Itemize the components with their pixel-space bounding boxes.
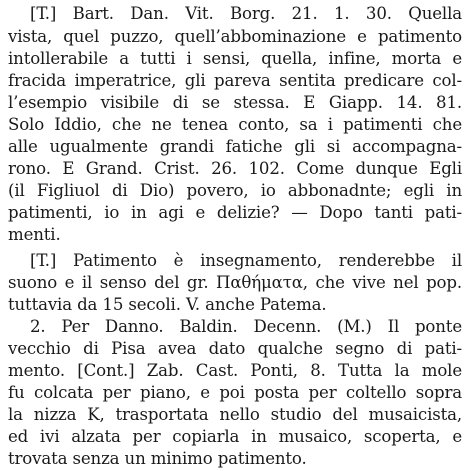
text-line: Solo Iddio, che ne tenea conto, sa i patimenti che — [8, 115, 462, 134]
text-line: l’esempio visibile di se stessa. E Giapp. 14. 81. — [8, 93, 462, 112]
text-line: vista, quel puzzo, quell’abbominazione e patimento — [8, 27, 462, 46]
text-line: menti. — [8, 225, 61, 244]
text-line: [T.] Patimento è insegnamento, renderebbe il — [30, 251, 462, 270]
text-line: 2. Per Danno. Baldin. Decenn. (M.) Il ponte — [30, 317, 462, 336]
text-line: intollerabile a tutti i sensi, quella, infine, morta e — [8, 49, 462, 68]
text-line: [T.] Bart. Dan. Vit. Borg. 21. 1. 30. Quella — [30, 4, 462, 23]
text-line: suono e il senso del gr. Παθήματα, che vive nel pop. — [8, 273, 462, 292]
text-line: tuttavia da 15 secoli. V. anche Patema. — [8, 295, 327, 314]
text-line: trovata senza un minimo patimento. — [8, 449, 307, 468]
text-line: ed ivi alzata per copiarla in musaico, scoperta, e — [8, 427, 462, 446]
text-line: la nizza K, trasportata nello studio del musaicista, — [8, 405, 462, 424]
text-line: (il Figliuol di Dio) povero, io abbonadnte; egli in — [8, 181, 462, 200]
text-line: patimenti, io in agi e delizie? — Dopo tanti pati- — [8, 203, 462, 222]
text-line: alle ugualmente grandi fatiche gli si accompagna- — [8, 137, 462, 156]
text-line: fracida imperatrice, gli pareva sentita predicare col- — [8, 71, 462, 90]
text-line: fu colcata per piano, e poi posta per coltello sopra — [8, 383, 462, 402]
text-line: mento. [Cont.] Zab. Cast. Ponti, 8. Tutta la mole — [8, 361, 462, 380]
text-line: vecchio di Pisa avea dato qualche segno di pati- — [8, 339, 462, 358]
text-line: rono. E Grand. Crist. 26. 102. Come dunque Egli — [8, 159, 462, 178]
